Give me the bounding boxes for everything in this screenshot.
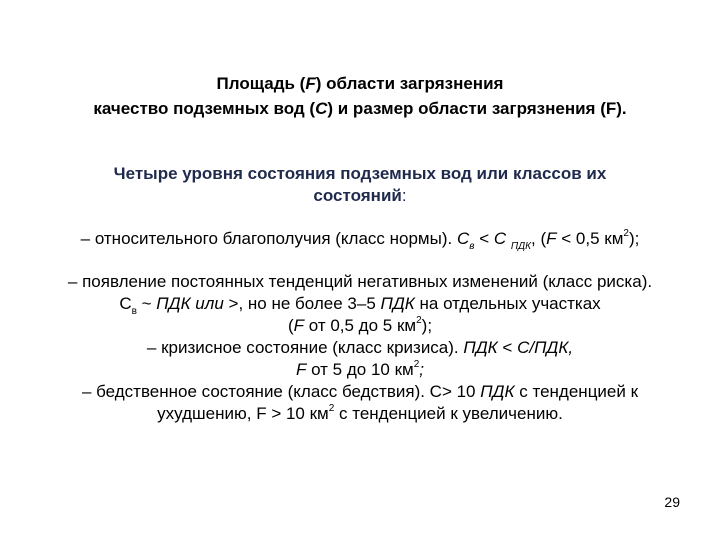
title-line-2: качество подземных вод (С) и размер области загрязнения (F). bbox=[93, 99, 627, 118]
page-number: 29 bbox=[664, 494, 680, 510]
title-line-1: Площадь (F) области загрязнения bbox=[216, 74, 504, 93]
item-crisis-line-2: F от 5 до 10 $км^2$; bbox=[295, 359, 425, 379]
subtitle-line-2: состояний: bbox=[313, 186, 407, 205]
item-risk-line-3: (F от 0,5 до 5 $км^2$); bbox=[287, 315, 433, 335]
item-disaster-line-2: ухудшению, F > 10 $км^2$ с тенденцией к увеличению. bbox=[157, 403, 563, 423]
item-disaster-line-1: – бедственное состояние (класс бедствия). С> 10 ПДК с тенденцией к bbox=[81, 382, 639, 401]
item-risk-line-1: – появление постоянных тенденций негативных изменений (класс риска). bbox=[67, 272, 653, 291]
item-crisis-line-1: – кризисное состояние (класс кризиса). ПДК < С/ПДК, bbox=[146, 338, 574, 357]
subtitle-line-1: Четыре уровня состояния подземных вод или классов их bbox=[113, 164, 607, 183]
item-risk-line-2: $С_в$ ~ ПДК или >, но не более 3–5 ПДК на отдельных участках bbox=[119, 294, 601, 318]
item-norm: – относительного благополучия (класс нормы). $С_в < С$ $_{ПДК}$, (F < 0,5 $км^2$); bbox=[80, 228, 640, 253]
